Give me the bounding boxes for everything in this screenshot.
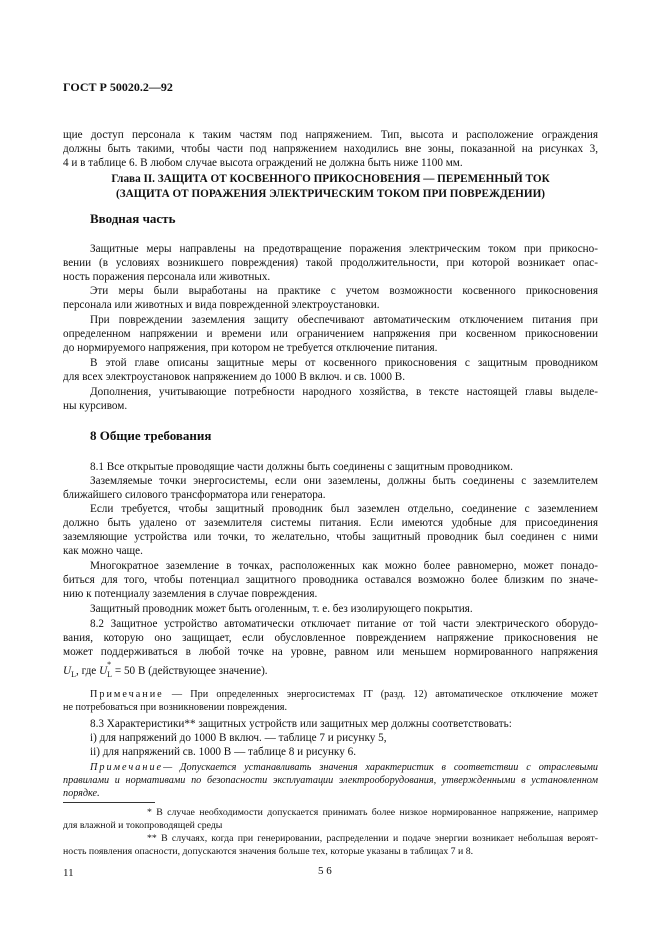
chapter-heading-line-2: (ЗАЩИТА ОТ ПОРАЖЕНИЯ ЭЛЕКТРИЧЕСКИМ ТОКОМ ПРИ ПОВРЕЖДЕНИИ) <box>116 188 545 200</box>
formula-line <box>63 660 598 682</box>
list-item: i) для напряжений до 1000 В включ. — таблице 7 и рисунку 5, <box>90 732 387 744</box>
formula-text: , где <box>75 665 100 677</box>
text-line: Защитные меры направлены на предотвращение поражения электрическим током при прикосно- <box>90 243 598 255</box>
text-line: Если требуется, чтобы защитный проводник был заземлен отдельно, соединение с заземлением <box>90 503 598 515</box>
note-line <box>90 688 598 702</box>
text-line: Многократное заземление в точках, расположенных как можно более равномерно, может понадо- <box>90 560 598 572</box>
chapter-heading-line-1: Глава II. ЗАЩИТА ОТ КОСВЕННОГО ПРИКОСНОВЕНИЯ — ПЕРЕМЕННЫЙ ТОК <box>111 173 550 185</box>
voltage-symbol: U <box>99 665 108 677</box>
text-line: 8.3 Характеристики** защитных устройств или защитных мер должны соответствовать: <box>90 718 512 730</box>
text-line: Эти меры были выработаны на практике с учетом возможности косвенного прикосновения <box>90 285 598 297</box>
text-line: Защитный проводник может быть оголенным, т. е. без изолирующего покрытия. <box>90 603 473 615</box>
text-line: В этой главе описаны защитные меры от косвенного прикосновения с защитным проводником <box>90 357 598 369</box>
note-text: — Допускается устанавливать значения характеристик в соответствии с отраслевыми <box>163 762 598 773</box>
formula-text: = 50 В (действующее значение). <box>112 665 268 677</box>
text-line: должны быть такими, чтобы части под напряжением находились вне зоны, показанной на рисунках 3, <box>63 143 598 155</box>
text-line: определенном напряжении и времени или ограничением напряжения при косвенном прикосновении <box>63 328 598 340</box>
note-label: Примечание <box>90 762 164 773</box>
text-line: как можно чаще. <box>63 545 143 557</box>
voltage-subscript: L <box>71 670 76 680</box>
voltage-superscript: * <box>107 660 112 669</box>
note-line <box>90 761 598 775</box>
footnote-line: ** В случаях, когда при генерировании, распределении и подаче энергии возникает небольшая вероят- <box>147 833 598 844</box>
text-line: нию к потенциалу заземления в случае повреждения. <box>63 588 318 600</box>
text-line: вания, которую оно защищает, если обусловленное повреждением напряжение прикосновения не <box>63 632 598 644</box>
section-title-intro: Вводная часть <box>90 211 176 226</box>
text-line: для всех электроустановок напряжением до 1000 В включ. и св. 1000 В. <box>63 371 406 383</box>
text-line: 8.2 Защитное устройство автоматически отключает питание от той части электрического оборудо- <box>90 618 598 630</box>
text-line: может поддерживаться в любой точке на уровне, равном или меньшем нормированного напряжения <box>63 646 598 658</box>
note-line: порядке. <box>63 788 100 799</box>
text-line: биться для того, чтобы потенциал защитного проводника оставался возможно более близким по значе- <box>63 574 598 586</box>
footnote-line: * В случае необходимости допускается принимать более низкое нормированное напряжение, например <box>147 807 598 818</box>
note-label: Примечание <box>90 689 164 700</box>
voltage-symbol: U <box>63 665 72 677</box>
note-line: правилами и нормативами по безопасности эксплуатации электрооборудования, утвержденными в установленном <box>63 775 598 786</box>
page-number: 11 <box>63 867 74 879</box>
text-line: до нормируемого напряжения, при котором не требуется отключение питания. <box>63 342 438 354</box>
voltage-subscript: L <box>107 670 113 680</box>
text-line: ны курсивом. <box>63 400 128 412</box>
text-line: 4 и в таблице 6. В любом случае высота ограждений не должна быть ниже 1100 мм. <box>63 157 463 169</box>
text-line: ность поражения персонала или животных. <box>63 271 271 283</box>
text-line: персонала или животных и вида поврежденной электроустановки. <box>63 299 380 311</box>
footnote-line: для влажной и токопроводящей среды <box>63 820 223 831</box>
note-text: — При определенных энергосистемах IT (разд. 12) автоматическое отключение может <box>163 689 598 700</box>
footnote-separator <box>63 802 155 803</box>
note-line: не потребоваться при возникновении повреждения. <box>63 702 288 713</box>
document-header: ГОСТ Р 50020.2—92 <box>63 80 173 94</box>
list-item: ii) для напряжений св. 1000 В — таблице 8 и рисунку 6. <box>90 746 356 758</box>
text-line: вении (в условиях возникшего повреждения) такой продолжительности, при которой возникает опас- <box>63 257 598 269</box>
text-line: Заземляемые точки энергосистемы, если они заземлены, должны быть соединены с заземлителем <box>90 475 598 487</box>
text-line: заземляющие устройства или точки, то желательно, чтобы защитный проводник был соединен с ними <box>63 531 598 543</box>
text-line: 8.1 Все открытые проводящие части должны быть соединены с защитным проводником. <box>90 461 513 473</box>
text-line: Дополнения, учитывающие потребности народного хозяйства, в тексте настоящей главы выделе- <box>90 386 598 398</box>
footnote-line: ность появления опасности, допускаются значения больше тех, которые указаны в таблицах 7 и 8. <box>63 846 474 857</box>
text-line: ближайшего силового трансформатора или генератора. <box>63 489 326 501</box>
text-line: щие доступ персонала к таким частям под напряжением. Тип, высота и расположение ограждения <box>63 129 598 141</box>
text-line: При повреждении заземления защиту обеспечивают автоматическим отключением питания при <box>90 314 598 326</box>
text-line: должно быть удалено от заземлителя системы питания. Если имеются удобные для присоединения <box>63 517 598 529</box>
section-title-8: 8 Общие требования <box>90 428 212 443</box>
sheet-number: 5 6 <box>318 865 332 877</box>
